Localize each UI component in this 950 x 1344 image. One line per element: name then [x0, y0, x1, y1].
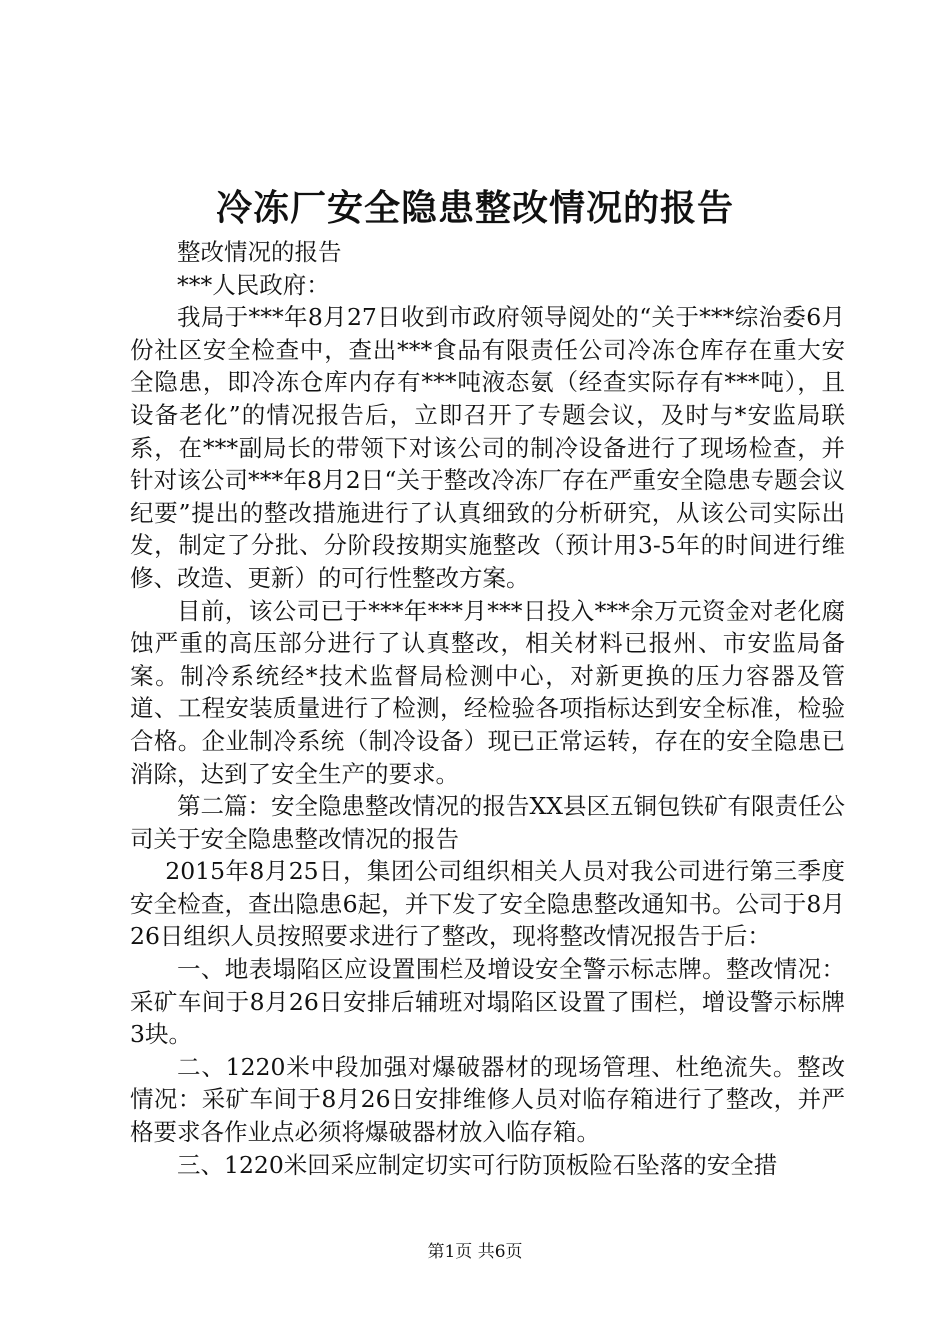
paragraph-6: 二、1220米中段加强对爆破器材的现场管理、杜绝流失。整改情况：采矿车间于8月26日安排维修人员对临存箱进行了整改，并严格要求各作业点必须将爆破器材放入临存箱。: [130, 1052, 845, 1147]
paragraph-4: 2015年8月25日，集团公司组织相关人员对我公司进行第三季度安全检查，查出隐患6起，并下发了安全隐患整改通知书。公司于8月26日组织人员按照要求进行了整改，现将整改情况报告于后：: [130, 857, 845, 951]
paragraph-addressee: ***人民政府：: [177, 270, 330, 299]
paragraph-subtitle: 整改情况的报告: [177, 238, 342, 266]
paragraph-3: 第二篇：安全隐患整改情况的报告XX县区五铜包铁矿有限责任公司关于安全隐患整改情况的报告: [130, 792, 845, 853]
page-footer: 第1页 共6页: [427, 1242, 523, 1262]
paragraph-2: 目前，该公司已于***年***月***日投入***余万元资金对老化腐蚀严重的高压部分进行了认真整改，相关材料已报州、市安监局备案。制冷系统经*技术监督局检测中心，对新更换的压力容器及管道、工程安装质量进行了检测，经检验各项指标达到安全标准，检验合格。企业制冷系统（制冷设备）现已正常运转，存在的安全隐患已消除，达到了安全生产的要求。: [130, 596, 845, 788]
paragraph-5: 一、地表塌陷区应设置围栏及增设安全警示标志牌。整改情况：采矿车间于8月26日安排后辅班对塌陷区设置了围栏，增设警示标牌3块。: [130, 955, 845, 1049]
paragraph-1: 我局于***年8月27日收到市政府领导阅处的“关于***综治委6月份社区安全检查中，查出***食品有限责任公司冷冻仓库存在重大安全隐患，即冷冻仓库内存有***吨液态氨（经查实际存有***吨），且设备老化”的情况报告后，立即召开了专题会议，及时与*安监局联系，在***副局长的带领下对该公司的制冷设备进行了现场检查，并针对该公司***年8月2日“关于整改冷冻厂存在严重安全隐患专题会议纪要”提出的整改措施进行了认真细致的分析研究，从该公司实际出发，制定了分批、分阶段按期实施整改（预计用3-5年的时间进行维修、改造、更新）的可行性整改方案。: [130, 303, 845, 592]
paragraph-7: 三、1220米回采应制定切实可行防顶板险石坠落的安全措: [177, 1150, 778, 1179]
document-body: [130, 236, 845, 1181]
document-title: 冷冻厂安全隐患整改情况的报告: [215, 187, 734, 229]
